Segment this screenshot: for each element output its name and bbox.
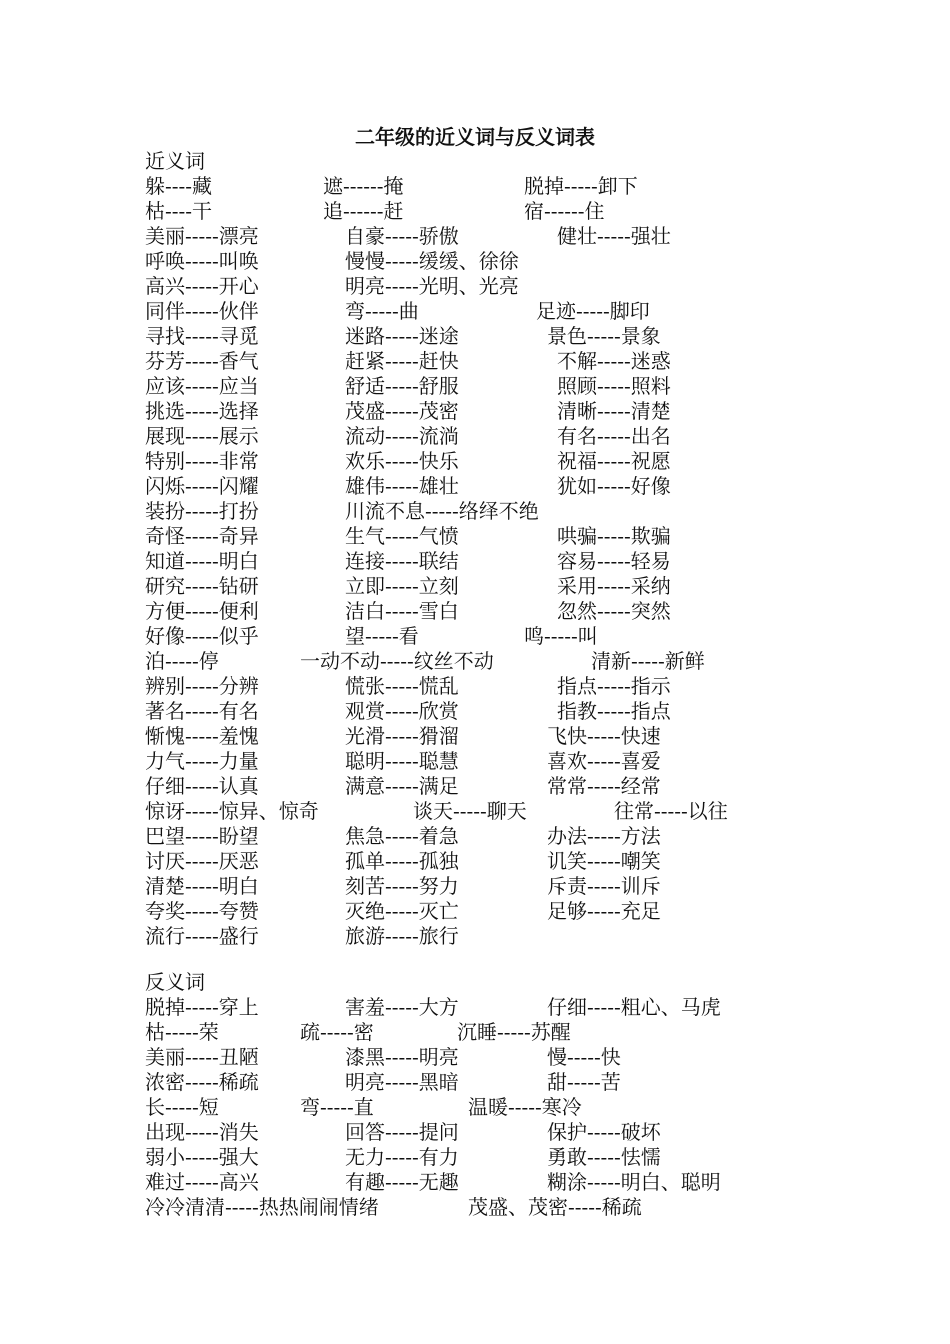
synonym-pair: 美丽-----漂亮	[145, 224, 259, 248]
synonym-row	[0, 699, 950, 724]
synonym-pair: 照顾-----照料	[557, 374, 671, 398]
antonym-row	[0, 1020, 950, 1045]
synonym-pair: 泊-----停	[145, 649, 219, 673]
synonym-pair: 往常-----以往	[614, 799, 728, 823]
synonym-pair: 指教-----指点	[557, 699, 671, 723]
synonym-row	[0, 649, 950, 674]
synonym-row	[0, 724, 950, 749]
synonym-pair: 鸣-----叫	[524, 624, 598, 648]
synonym-pair: 力气-----力量	[145, 749, 259, 773]
synonym-pair: 灭绝-----灭亡	[345, 899, 459, 923]
synonym-pair: 忽然-----突然	[557, 599, 671, 623]
antonym-row	[0, 1070, 950, 1095]
synonym-pair: 健壮-----强壮	[557, 224, 671, 248]
synonym-pair: 欢乐-----快乐	[345, 449, 459, 473]
antonym-pair: 疏-----密	[300, 1020, 374, 1044]
synonym-pair: 斥责-----训斥	[547, 874, 661, 898]
antonym-pair: 有趣-----无趣	[345, 1170, 459, 1194]
synonym-row	[0, 174, 950, 199]
synonym-pair: 清楚-----明白	[145, 874, 259, 898]
antonym-pair: 害羞-----大方	[345, 995, 459, 1019]
synonym-row	[0, 224, 950, 249]
synonym-pair: 慌张-----慌乱	[345, 674, 459, 698]
antonym-pair: 弯-----直	[300, 1095, 374, 1119]
antonym-row	[0, 995, 950, 1020]
synonym-pair: 流动-----流淌	[345, 424, 459, 448]
synonym-row	[0, 799, 950, 824]
antonym-pair: 糊涂-----明白、聪明	[547, 1170, 721, 1194]
antonym-pair: 保护-----破坏	[547, 1120, 661, 1144]
synonym-pair: 生气-----气愤	[345, 524, 459, 548]
synonym-pair: 展现-----展示	[145, 424, 259, 448]
synonym-row	[0, 299, 950, 324]
synonym-pair: 巴望-----盼望	[145, 824, 259, 848]
synonym-row	[0, 624, 950, 649]
antonym-pair: 漆黑-----明亮	[345, 1045, 459, 1069]
synonym-pair: 宿------住	[524, 199, 605, 223]
antonym-pair: 无力-----有力	[345, 1145, 459, 1169]
synonym-pair: 著名-----有名	[145, 699, 259, 723]
synonym-pair: 有名-----出名	[557, 424, 671, 448]
antonym-pair: 脱掉-----穿上	[145, 995, 259, 1019]
synonym-row	[0, 424, 950, 449]
synonym-pair: 应该-----应当	[145, 374, 259, 398]
synonym-row	[0, 349, 950, 374]
synonym-row	[0, 599, 950, 624]
synonym-pair: 雄伟-----雄壮	[345, 474, 459, 498]
synonym-pair: 同伴-----伙伴	[145, 299, 259, 323]
synonym-pair: 特别-----非常	[145, 449, 259, 473]
synonym-pair: 清晰-----清楚	[557, 399, 671, 423]
page-title: 二年级的近义词与反义词表	[355, 125, 595, 149]
synonym-pair: 惭愧-----羞愧	[145, 724, 259, 748]
antonym-pair: 难过-----高兴	[145, 1170, 259, 1194]
synonym-pair: 足够-----充足	[547, 899, 661, 923]
synonym-pair: 惊讶-----惊异、惊奇	[145, 799, 319, 823]
synonym-row	[0, 849, 950, 874]
synonym-pair: 犹如-----好像	[557, 474, 671, 498]
synonym-pair: 夸奖-----夸赞	[145, 899, 259, 923]
synonym-row	[0, 574, 950, 599]
synonym-pair: 慢慢-----缓缓、徐徐	[345, 249, 519, 273]
synonym-pair: 指点-----指示	[557, 674, 671, 698]
synonym-pair: 满意-----满足	[345, 774, 459, 798]
synonym-row	[0, 324, 950, 349]
synonym-pair: 一动不动-----纹丝不动	[300, 649, 494, 673]
antonym-pair: 冷冷清清-----热热闹闹情绪	[145, 1195, 379, 1219]
synonym-pair: 讥笑-----嘲笑	[547, 849, 661, 873]
synonym-pair: 哄骗-----欺骗	[557, 524, 671, 548]
antonym-pair: 美丽-----丑陋	[145, 1045, 259, 1069]
synonym-pair: 连接-----联结	[345, 549, 459, 573]
antonym-row	[0, 1195, 950, 1220]
antonym-pair: 浓密-----稀疏	[145, 1070, 259, 1094]
antonym-pair: 弱小-----强大	[145, 1145, 259, 1169]
synonym-pair: 喜欢-----喜爱	[547, 749, 661, 773]
antonym-pair: 长-----短	[145, 1095, 219, 1119]
synonym-row	[0, 524, 950, 549]
synonym-pair: 光滑-----猾溜	[345, 724, 459, 748]
antonym-row	[0, 1170, 950, 1195]
antonym-row	[0, 1145, 950, 1170]
synonym-row	[0, 549, 950, 574]
antonym-pair: 仔细-----粗心、马虎	[547, 995, 721, 1019]
synonym-pair: 飞快-----快速	[547, 724, 661, 748]
synonym-pair: 足迹-----脚印	[536, 299, 650, 323]
synonym-row	[0, 249, 950, 274]
antonym-pair: 沉睡-----苏醒	[457, 1020, 571, 1044]
synonym-pair: 刻苦-----努力	[345, 874, 459, 898]
synonym-pair: 高兴-----开心	[145, 274, 259, 298]
antonyms-heading: 反义词	[145, 970, 205, 994]
synonym-pair: 弯-----曲	[345, 299, 419, 323]
synonym-row	[0, 674, 950, 699]
antonym-pair: 枯-----荣	[145, 1020, 219, 1044]
synonym-pair: 茂盛-----茂密	[345, 399, 459, 423]
synonym-row	[0, 824, 950, 849]
synonym-pair: 洁白-----雪白	[345, 599, 459, 623]
synonym-pair: 祝福-----祝愿	[557, 449, 671, 473]
synonym-pair: 寻找-----寻觅	[145, 324, 259, 348]
synonym-row	[0, 749, 950, 774]
synonyms-heading: 近义词	[145, 149, 205, 173]
antonym-row	[0, 1120, 950, 1145]
synonym-pair: 赶紧-----赶快	[345, 349, 459, 373]
antonym-pair: 温暖-----寒冷	[468, 1095, 582, 1119]
synonym-pair: 呼唤-----叫唤	[145, 249, 259, 273]
synonym-row	[0, 474, 950, 499]
synonym-pair: 常常-----经常	[547, 774, 661, 798]
antonym-pair: 慢-----快	[547, 1045, 621, 1069]
antonym-pair: 明亮-----黑暗	[345, 1070, 459, 1094]
synonym-pair: 知道-----明白	[145, 549, 259, 573]
synonym-pair: 装扮-----打扮	[145, 499, 259, 523]
synonym-pair: 容易-----轻易	[557, 549, 671, 573]
synonym-row	[0, 449, 950, 474]
synonym-pair: 采用-----采纳	[557, 574, 671, 598]
synonym-pair: 芬芳-----香气	[145, 349, 259, 373]
antonym-pair: 勇敢-----怯懦	[547, 1145, 661, 1169]
synonym-row	[0, 274, 950, 299]
synonym-pair: 闪烁-----闪耀	[145, 474, 259, 498]
synonym-row	[0, 774, 950, 799]
synonym-pair: 望-----看	[345, 624, 419, 648]
antonym-pair: 茂盛、茂密-----稀疏	[468, 1195, 642, 1219]
synonym-pair: 景色-----景象	[547, 324, 661, 348]
synonym-pair: 旅游-----旅行	[345, 924, 459, 948]
synonym-pair: 办法-----方法	[547, 824, 661, 848]
synonym-pair: 枯----干	[145, 199, 213, 223]
antonym-row	[0, 1095, 950, 1120]
synonym-pair: 观赏-----欣赏	[345, 699, 459, 723]
synonym-row	[0, 399, 950, 424]
synonym-row	[0, 874, 950, 899]
synonym-pair: 遮------掩	[323, 174, 404, 198]
synonym-pair: 流行-----盛行	[145, 924, 259, 948]
synonym-pair: 仔细-----认真	[145, 774, 259, 798]
synonym-pair: 脱掉-----卸下	[524, 174, 638, 198]
synonym-pair: 奇怪-----奇异	[145, 524, 259, 548]
synonym-pair: 明亮-----光明、光亮	[345, 274, 519, 298]
synonym-pair: 川流不息-----络绎不绝	[345, 499, 539, 523]
synonym-pair: 孤单-----孤独	[345, 849, 459, 873]
synonym-pair: 方便-----便利	[145, 599, 259, 623]
synonym-row	[0, 499, 950, 524]
synonym-pair: 研究-----钻研	[145, 574, 259, 598]
synonym-row	[0, 199, 950, 224]
synonym-pair: 舒适-----舒服	[345, 374, 459, 398]
synonym-pair: 迷路-----迷途	[345, 324, 459, 348]
antonym-pair: 出现-----消失	[145, 1120, 259, 1144]
synonym-pair: 焦急-----着急	[345, 824, 459, 848]
synonym-pair: 辨别-----分辨	[145, 674, 259, 698]
synonym-pair: 讨厌-----厌恶	[145, 849, 259, 873]
antonym-row	[0, 1045, 950, 1070]
synonym-pair: 挑选-----选择	[145, 399, 259, 423]
synonym-row	[0, 374, 950, 399]
synonym-pair: 清新-----新鲜	[591, 649, 705, 673]
synonym-pair: 谈天-----聊天	[413, 799, 527, 823]
synonym-pair: 好像-----似乎	[145, 624, 259, 648]
synonym-pair: 不解-----迷惑	[557, 349, 671, 373]
synonym-pair: 聪明-----聪慧	[345, 749, 459, 773]
antonym-pair: 甜-----苦	[547, 1070, 621, 1094]
synonym-row	[0, 924, 950, 949]
synonym-pair: 自豪-----骄傲	[345, 224, 459, 248]
antonym-pair: 回答-----提问	[345, 1120, 459, 1144]
synonym-pair: 立即-----立刻	[345, 574, 459, 598]
synonym-pair: 躲----藏	[145, 174, 213, 198]
synonym-row	[0, 899, 950, 924]
synonym-pair: 追------赶	[323, 199, 404, 223]
